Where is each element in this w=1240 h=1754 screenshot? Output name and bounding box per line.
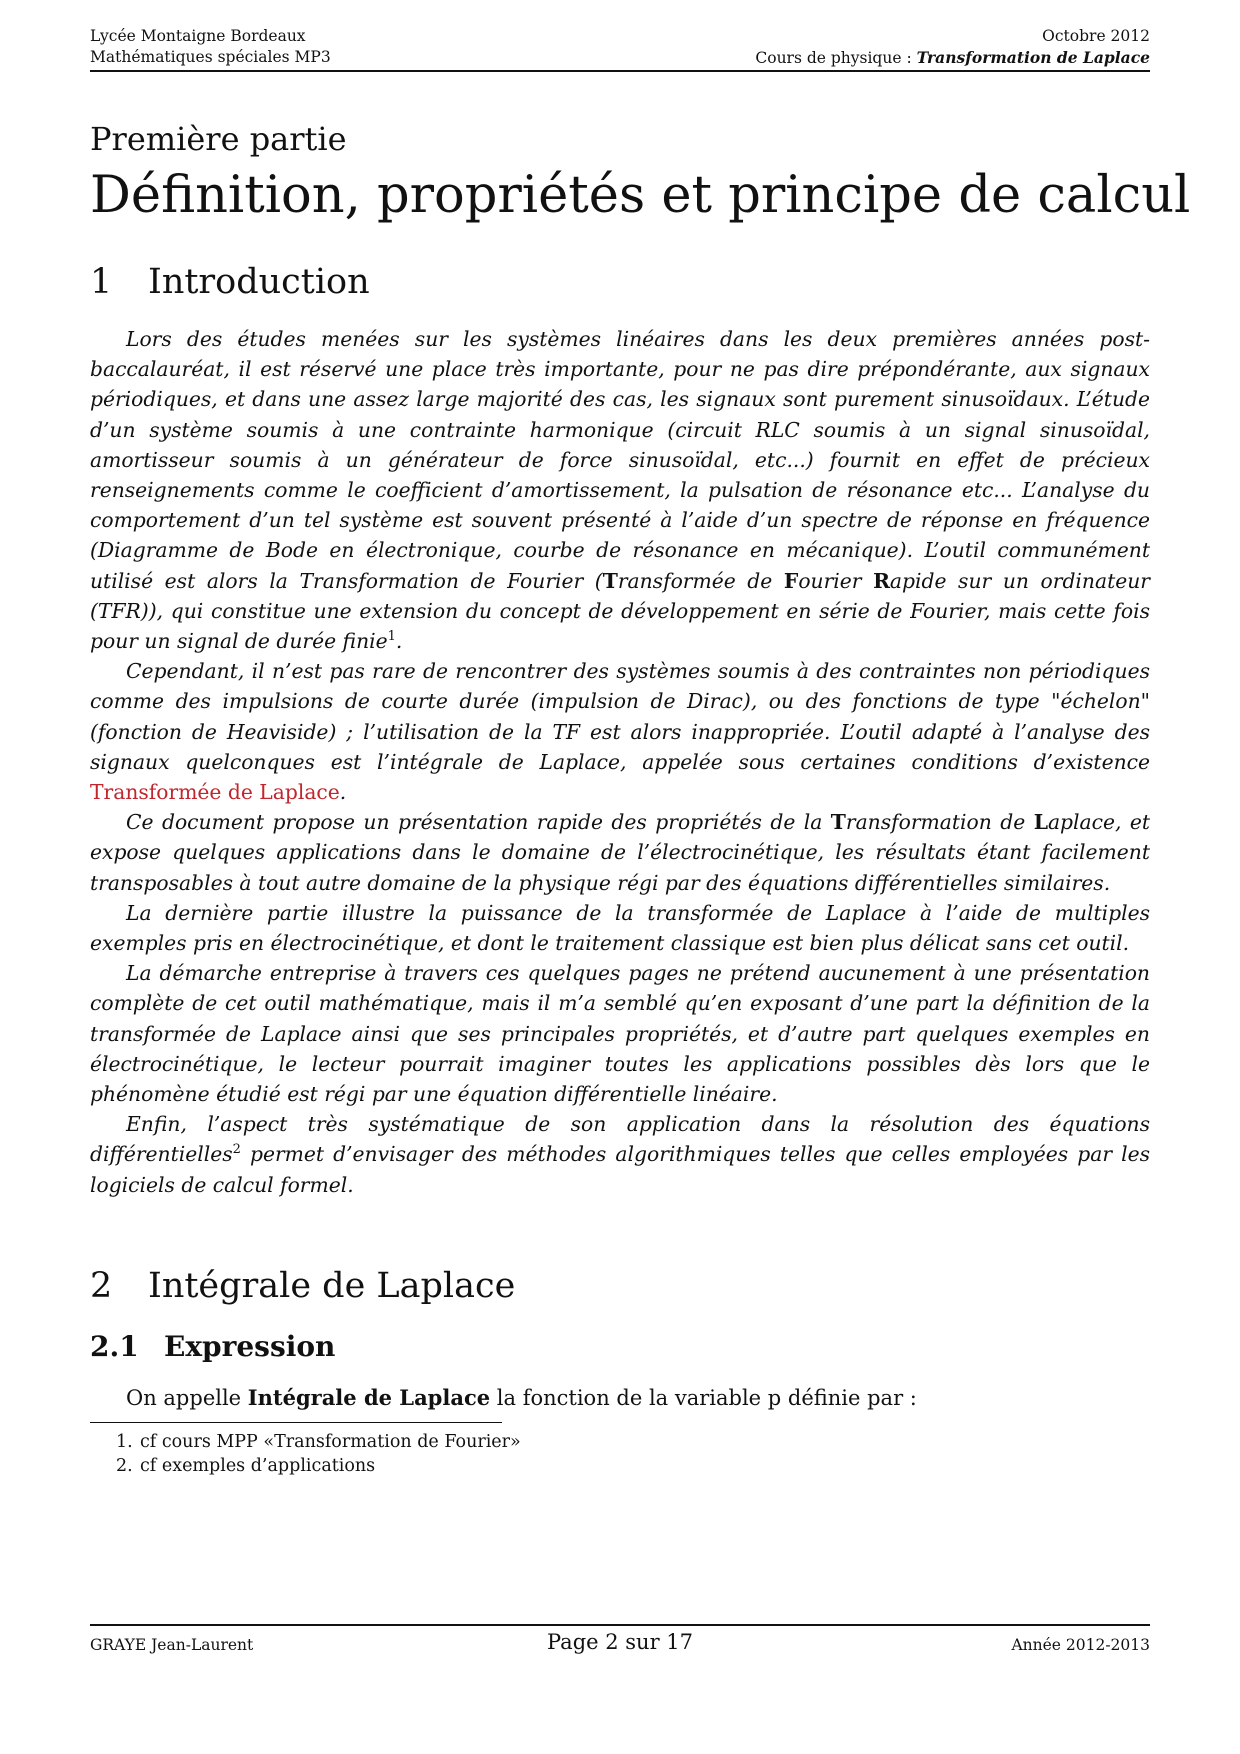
header-date: Octobre 2012 — [1042, 27, 1150, 45]
intro-paragraph-6: Enfin, l’aspect très systématique de son application dans la résolution des équations différentielles$^2$ permet d’envisager des méthodes algorithmiques telles que celles employées par les logiciels de calcul formel. — [90, 1112, 1150, 1197]
header-course — [755, 47, 1150, 69]
header-left — [90, 26, 331, 68]
intro-paragraph-2: Cependant, il n’est pas rare de rencontrer des systèmes soumis à des contraintes non périodiques comme des impulsions de courte durée (impulsion de Dirac), ou des fonctions de type "échelon" (fonction de Heaviside) ; l’utilisation de la TF est alors inappropriée. L’outil adapté à l’analyse des signaux quelconques est l’intégrale de Laplace, appelée sous certaines conditions d’existence Transformée de Laplace. — [90, 659, 1150, 805]
footer-rule — [90, 1624, 1150, 1626]
footnote-rule — [90, 1422, 502, 1423]
section-title: Introduction — [148, 262, 370, 302]
school-name: Lycée Montaigne Bordeaux — [90, 27, 306, 45]
footnote-item: 2. cf exemples d’applications — [116, 1456, 376, 1476]
intro-paragraph-1: Lors des études menées sur les systèmes linéaires dans les deux premières années post-baccalauréat, il est réservé une place très importante, pour ne pas dire prépondérante, aux signaux périodiques, et dans une assez large majorité des cas, les signaux sont purement sinusoïdaux. L’étude d’un système soumis à une contrainte harmonique (circuit RLC soumis à un signal sinusoïdal, amortisseur soumis à un générateur de force sinusoïdal, etc...) fournit en effet de précieux renseignements comme le coefficient d’amortissement, la pulsation de résonance etc... L’analyse du comportement d’un tel système est souvent présenté à l’aide d’un spectre de réponse en fréquence (Diagramme de Bode en électronique, courbe de résonance en mécanique). L’outil communément utilisé est alors la Transformation de Fourier (Transformée de Fourier Rapide sur un ordinateur (TFR)), qui constitue une extension du concept de développement en série de Fourier, mais cette fois pour un signal de durée finie$^1$. — [90, 327, 1150, 654]
section-number: 1 — [90, 262, 113, 302]
intro-paragraph-3: Ce document propose un présentation rapide des propriétés de la Transformation de Laplace, et expose quelques applications dans le domaine de l’électrocinétique, les résultats étant facilement transposables à tout autre domaine de la physique régi par des équations différentielles similaires. — [90, 810, 1151, 895]
footer-page-number: Page 2 sur 17 — [546, 1630, 694, 1654]
footnote-ref-2[interactable]: 2 — [232, 1142, 241, 1158]
laplace-transform-link[interactable]: Transformée de Laplace — [90, 780, 340, 805]
footnotes — [116, 1430, 521, 1478]
footnote-item: 1. cf cours MPP «Transformation de Fourier» — [116, 1432, 521, 1452]
section-heading-introduction — [90, 262, 370, 302]
section-heading-laplace-integral — [90, 1266, 515, 1306]
intro-paragraph-4: La dernière partie illustre la puissance de la transformée de Laplace à l’aide de multiples exemples pris en électrocinétique, et dont le traitement classique est bien plus délicat sans cet outil. — [90, 900, 1150, 956]
part-title: Définition, propriétés et principe de calcul — [90, 166, 1191, 225]
course-topic: Transformation de Laplace — [916, 48, 1150, 67]
section-title: Intégrale de Laplace — [148, 1266, 516, 1306]
header-right — [755, 26, 1150, 69]
subsection-heading-expression — [90, 1330, 335, 1363]
footer-author: GRAYE Jean-Laurent — [90, 1636, 254, 1654]
intro-paragraph-5: La démarche entreprise à travers ces quelques pages ne prétend aucunement à une présentation complète de cet outil mathématique, mais il m’a semblé qu’en exposant d’une part la définition de la transformée de Laplace ainsi que ses principales propriétés, et d’autre part quelques exemples en électrocinétique, le lecteur pourrait imaginer toutes les applications possibles dès lors que le phénomène étudié est régi par une équation différentielle linéaire. — [90, 961, 1150, 1107]
class-name: Mathématiques spéciales MP3 — [90, 48, 331, 66]
subsection-number: 2.1 — [90, 1330, 139, 1363]
section-number: 2 — [90, 1266, 113, 1306]
subsection-title: Expression — [164, 1330, 336, 1363]
course-prefix: Cours de physique : — [755, 49, 912, 67]
footer-year: Année 2012-2013 — [1011, 1636, 1150, 1654]
expression-sentence: On appelle Intégrale de Laplace la fonction de la variable p définie par : — [126, 1385, 917, 1410]
header-rule — [90, 70, 1150, 72]
footnote-ref-1[interactable]: 1 — [387, 629, 396, 645]
part-label: Première partie — [90, 120, 347, 158]
laplace-integral-term: Intégrale de Laplace — [247, 1385, 491, 1410]
introduction-body — [90, 324, 1150, 1200]
